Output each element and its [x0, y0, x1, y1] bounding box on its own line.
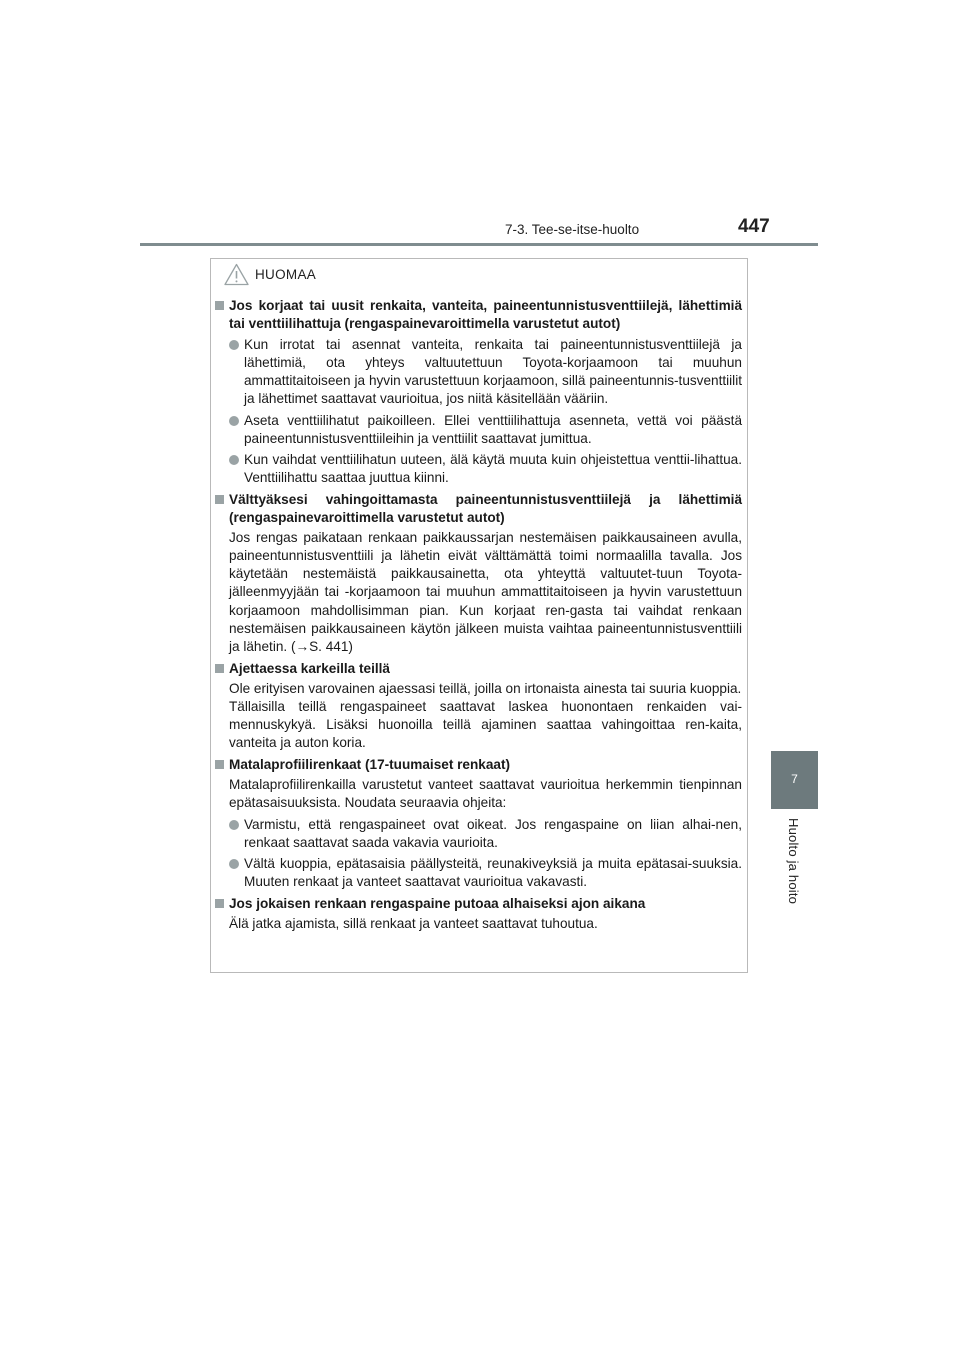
paragraph: Matalaprofiilirenkailla varustetut vanteet saattavat vaurioitua herkemmin tienpinnan epätasaisuuksista. Noudata seuraavia ohjeita:: [229, 777, 742, 811]
square-bullet-icon: [215, 895, 229, 913]
list-item: Kun irrotat tai asennat vanteita, renkaita tai paineentunnistusventtiilejä ja lähettimiä, ota yhteys valtuutettuun Toyota-korjaamoon tai muuhun ammattitaitoiseen ja hyvin varustettuun korjaamoon, sillä paineentunnis-tusventtiilit ja lähettimet saattavat vaurioitua, jos niitä käsitellään vääriin.: [229, 336, 742, 408]
list-item: Kun vaihdat venttiilihatun uuteen, älä käytä muuta kuin ohjeistettua venttii-lihattua. Venttiilihattu saattaa juuttua kiinni.: [229, 451, 742, 487]
caution-header: [224, 259, 316, 289]
square-bullet-icon: [215, 491, 229, 527]
paragraph: Ole erityisen varovainen ajaessasi teillä, joilla on irtonaista ainesta tai suuria kuoppia.: [229, 680, 742, 696]
paragraph: Älä jatka ajamista, sillä renkaat ja vanteet saattavat tuhoutua.: [229, 916, 598, 931]
list-item: Aseta venttiilihatut paikoilleen. Ellei venttiilihattuja asenneta, vettä voi päästä paineentunnistusventtiileihin ja venttiilit saattavat jumittua.: [229, 412, 742, 448]
section-heading: Jos jokaisen renkaan rengaspaine putoaa alhaiseksi ajon aikana: [215, 895, 742, 913]
page-number: 447: [738, 216, 770, 237]
header-divider: [140, 243, 818, 246]
section-heading: Jos korjaat tai uusit renkaita, vanteita, paineentunnistusventtiilejä, lähettimiä tai venttiilihattuja (rengaspainevaroittimella varustetut autot): [215, 297, 742, 333]
section-heading: Matalaprofiilirenkaat (17-tuumaiset renkaat): [215, 756, 742, 774]
section-heading: Välttyäksesi vahingoittamasta paineentunnistusventtiilejä ja lähettimiä (rengaspainevaroittimella varustetut autot): [215, 491, 742, 527]
square-bullet-icon: [215, 756, 229, 774]
square-bullet-icon: [215, 660, 229, 678]
caution-content: [215, 297, 742, 933]
chapter-title: Huolto ja hoito: [786, 818, 801, 905]
round-bullet-icon: [229, 451, 244, 487]
caution-title: HUOMAA: [255, 266, 317, 282]
warning-triangle-icon: [224, 263, 249, 286]
list-item: Vältä kuoppia, epätasaisia päällysteitä, reunakiveyksiä ja muita epätasai-suuksia. Muuten renkaat ja vanteet saattavat vaurioitua vakavasti.: [229, 855, 742, 891]
chapter-number: 7: [791, 772, 798, 786]
round-bullet-icon: [229, 855, 244, 891]
square-bullet-icon: [215, 297, 229, 333]
round-bullet-icon: [229, 412, 244, 448]
caution-box: [210, 258, 748, 973]
section-title: 7-3. Tee-se-itse-huolto: [505, 222, 640, 237]
round-bullet-icon: [229, 816, 244, 852]
section-heading: Ajettaessa karkeilla teillä: [215, 660, 742, 678]
round-bullet-icon: [229, 336, 244, 408]
list-item: Varmistu, että rengaspaineet ovat oikeat. Jos rengaspaine on liian alhai-nen, renkaat saattavat saada vakavia vaurioita.: [229, 816, 742, 852]
paragraph: Jos rengas paikataan renkaan paikkaussarjan nestemäisen paikkausaineen avulla, paineentunnistusventtiili ja lähetin eivät välttämättä toimi normaalilla tavalla. Jos käytetään nestemäistä paikkausainetta, ota yhteyttä valtuutet-tuun Toyota-jälleenmyyjään tai -korjaamoon tai muuhun ammattitaitoiseen ja hyvin varustettuun korjaamoon mahdollisimman pian. Kun korjaat ren-gasta tai vaihdat renkaan nestemäisen paikkausaineen käytön jälkeen muista vaihtaa paineentunnistusventtiili ja lähetin. (→S. 441): [229, 530, 742, 654]
paragraph: Tällaisilla teillä rengaspaineet saattavat laskea huonontaen renkaiden vai-mennuskykyä. Lisäksi huonoilla teillä ajaminen saattaa vahingoittaa ren-kaita, vanteita ja auton koria.: [229, 698, 742, 751]
